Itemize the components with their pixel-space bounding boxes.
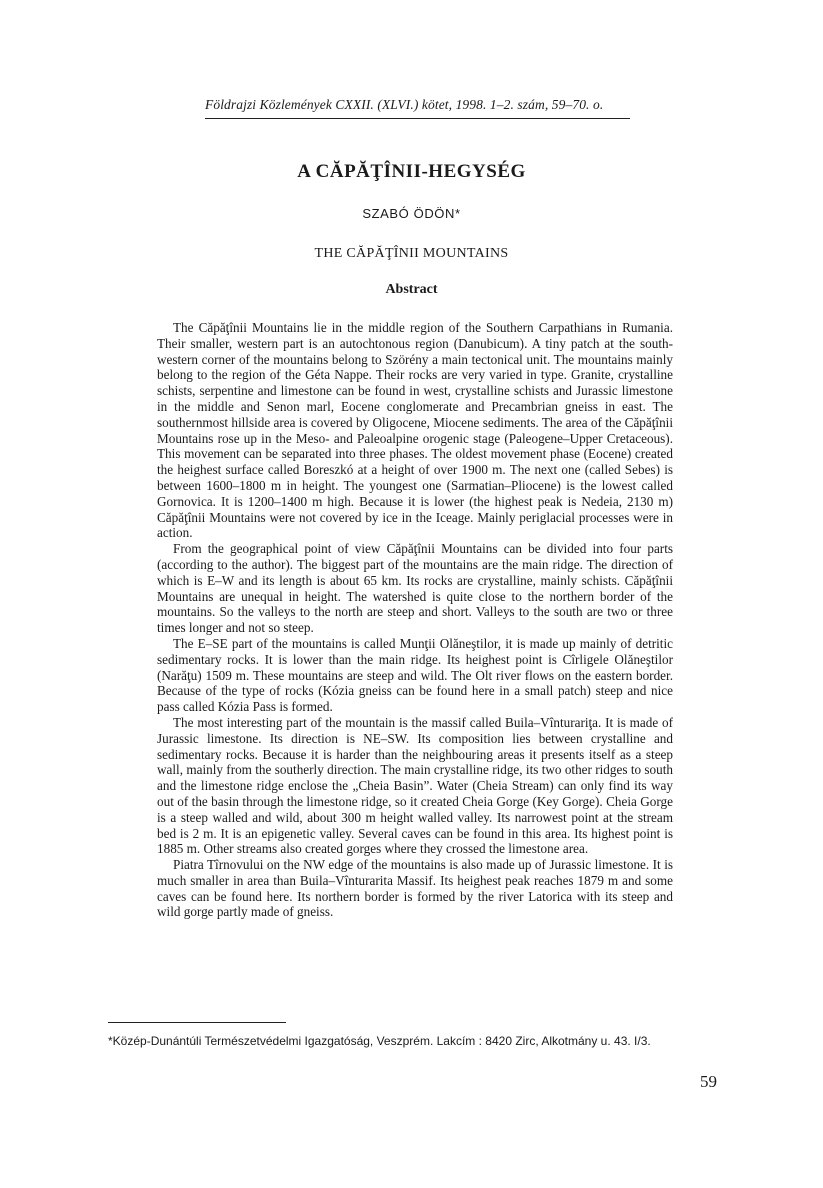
footnote-rule (108, 1022, 286, 1023)
abstract-paragraph: The Căpăţînii Mountains lie in the middle region of the Southern Carpathians in Rumania. Their smaller, western part is an autochtonous region (Danubicum). A tiny patch at the south-western corner of the mountains belong to Szörény a main tectonical unit. The mountains mainly belong to the region of the Géta Nappe. Their rocks are very varied in type. Granite, crystalline schists, serpentine and limestone can be found in west, crystalline schists and Jurassic limestone in the middle and Senon marl, Eocene conglomerate and Precambrian gneiss in east. The southernmost hillside area is covered by Oligocene, Miocene sediments. The area of the Căpăţînii Mountains rose up in the Meso- and Paleoalpine orogenic stage (Paleogene–Upper Cretaceous). This movement can be separated into three phases. The oldest movement phase (Eocene) created the heighest surface called Boreszkó at a height of over 1900 m. The next one (called Sebes) is between 1600–1800 m in height. The youngest one (Sarmatian–Pliocene) is the lowest called Gornovica. It is 1200–1400 m high. Because it is lower (the highest peak is Nedeia, 2130 m) Căpăţînii Mountains were not covered by ice in the Iceage. Mainly periglacial processes were in action. (157, 320, 673, 541)
abstract-paragraph: Piatra Tîrnovului on the NW edge of the mountains is also made up of Jurassic limestone. It is much smaller in area than Buila–Vînturarita Massif. Its heighest peak reaches 1879 m and some caves can be found here. Its northern border is formed by the river Latorica with its steep and wild gorge partly made of gneiss. (157, 857, 673, 920)
abstract-body (157, 320, 673, 920)
page-number: 59 (700, 1072, 717, 1091)
author-affiliation-footnote: *Közép-Dunántúli Természetvédelmi Igazgatóság, Veszprém. Lakcím : 8420 Zirc, Alkotmány u. 43. I/3. (108, 1034, 651, 1048)
author-name: SZABÓ ÖDÖN* (362, 206, 461, 221)
english-title: THE CĂPĂŢÎNII MOUNTAINS (314, 246, 509, 261)
article-title: A CĂPĂŢÎNII-HEGYSÉG (297, 161, 526, 182)
abstract-heading: Abstract (385, 282, 438, 297)
abstract-paragraph: From the geographical point of view Căpăţînii Mountains can be divided into four parts (according to the author). The biggest part of the mountains are the main ridge. The direction of which is E–W and its length is about 65 km. Its rocks are crystalline, mainly schists. Căpăţînii Mountains are unequal in height. The watershed is quite close to the northern border of the mountains. So the valleys to the north are steep and short. Valleys to the south are two or three times longer and not so steep. (157, 541, 673, 636)
abstract-paragraph: The most interesting part of the mountain is the massif called Buila–Vînturariţa. It is made of Jurassic limestone. Its direction is NE–SW. Its composition lies between crystalline and sedimentary rocks. Because it is harder than the neighbouring areas it presents itself as a steep wall, mainly from the southerly direction. The main crystalline ridge, its two other ridges to south and the limestone ridge enclose the „Cheia Basin”. Water (Cheia Stream) can only find its way out of the basin through the limestone ridge, so it created Cheia Gorge (Key Gorge). Cheia Gorge is a steep walled and wild, about 300 m height walled valley. Its narrowest point at the stream bed is 2 m. It is an epigenetic valley. Several caves can be found in this area. Its highest point is 1885 m. Other streams also created gorges where they crossed the limestone area. (157, 714, 673, 857)
abstract-paragraph: The E–SE part of the mountains is called Munţii Olăneştilor, it is made up mainly of detritic sedimentary rocks. It is lower than the main ridge. Its heighest point is Cîrligele Olăneştilor (Narăţu) 1509 m. These mountains are steep and wild. The Olt river flows on the eastern border. Because of the type of rocks (Kózia gneiss can be found here in a small patch) steep and nice pass called Kózia Pass is formed. (157, 635, 673, 715)
running-head: Földrajzi Közlemények CXXII. (XLVI.) kötet, 1998. 1–2. szám, 59–70. o. (205, 97, 604, 112)
header-rule (205, 118, 630, 119)
